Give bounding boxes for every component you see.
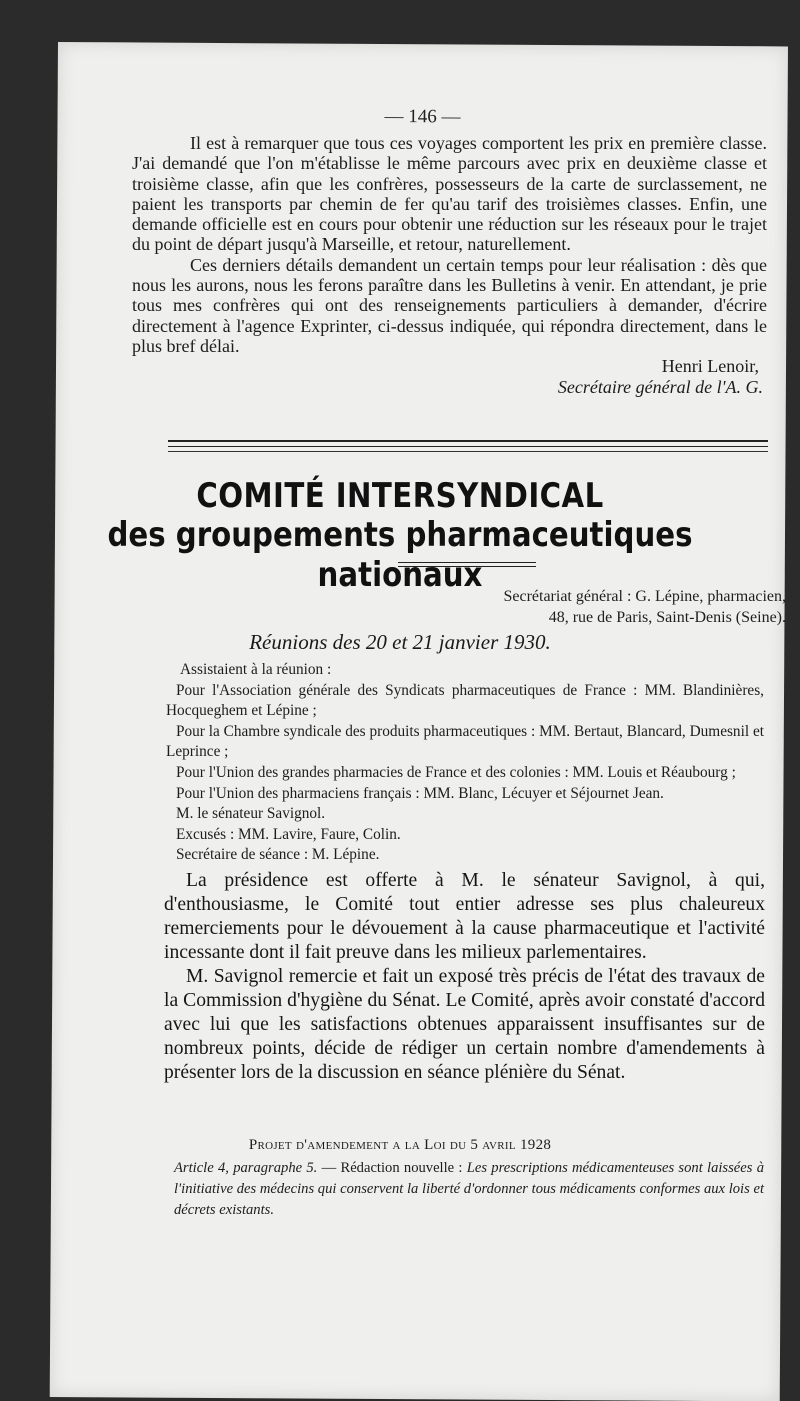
secretariat-block [503,586,786,628]
intro-paragraph-1: Il est à remarquer que tous ces voyages comportent les prix en première classe. J'ai demandé que l'on m'établisse le même parcours avec prix en deuxième classe et troisième classe, afin que les confrères, possesseurs de la carte de surclassement, ne paient les transports par chemin de fer qu'au tarif des troisièmes classes. Enfin, une demande officielle est en cours pour obtenir une réduction sur les réseaux pour le trajet du point de départ jusqu'à Marseille, et retour, naturellement. [132,133,767,255]
article-text: Les prescriptions médicamenteuses sont laissées à l'initiative des médecins qui conservent la liberté d'ordonner tous médicaments conformes aux lois et décrets existants. [174,1160,764,1218]
intro-paragraph-2: Ces derniers détails demandent un certain temps pour leur réalisation : dès que nous les aurons, nous les ferons paraître dans les Bulletins à venir. En attendant, je prie tous mes confrères qui ont des renseignements particuliers à demander, d'écrire directement à l'agence Exprinter, ci-dessus indiquée, qui répondra directement, dans le plus bref délai. [132,254,767,356]
meeting-heading: Réunions des 20 et 21 janvier 1930. [249,630,551,654]
intro-section [132,133,767,397]
body-text [164,869,765,1085]
attendance-list [166,660,764,866]
divider-rule-thick [168,440,768,442]
attendance-line-3: Pour l'Union des grandes pharmacies de France et des colonies : MM. Louis et Réaubourg ; [176,763,736,781]
signature-name: Henri Lenoir, [661,356,759,377]
article-dash-text: — Rédaction nouvelle : [317,1160,467,1176]
article-reference: Article 4, paragraphe 5. [174,1160,318,1176]
amendment-article [174,1158,764,1221]
attendance-line-7: Secrétaire de séance : M. Lépine. [176,846,380,864]
attendance-line-1: Pour l'Association générale des Syndicats pharmaceutiques de France : MM. Blandinières, Hocqueghem et Lépine ; [166,681,764,720]
body-paragraph-1: La présidence est offerte à M. le sénateur Savignol, à qui, d'enthousiasme, le Comité tout entier adresse ses plus chaleureux remerciements pour le dévouement à la cause pharmaceutique et l'activité incessante dont il fait preuve dans les milieux parlementaires. [164,870,765,963]
attendance-line-4: Pour l'Union des pharmaciens français : MM. Blanc, Lécuyer et Séjournet Jean. [176,784,664,802]
secretariat-line-2: 48, rue de Paris, Saint-Denis (Seine). [548,609,786,626]
committee-title: COMITÉ INTERSYNDICAL [196,476,604,516]
body-paragraph-2: M. Savignol remercie et fait un exposé très précis de l'état des travaux de la Commission d'hygiène du Sénat. Le Comité, après avoir constaté d'accord avec lui que les satisfactions obtenues apparaissent insuffisantes sur de nombreux points, décide de rédiger un certain nombre d'amendements à présenter lors de la discussion en séance plénière du Sénat. [164,966,765,1083]
signature-title: Secrétaire général de l'A. G. [557,376,763,397]
attendance-line-6: Excusés : MM. Lavire, Faure, Colin. [176,825,401,843]
committee-subtitle: des groupements pharmaceutiques nationaux [107,515,693,595]
attendance-line-2: Pour la Chambre syndicale des produits pharmaceutiques : MM. Bertaut, Blancard, Dumesnil et Leprince ; [166,722,764,761]
attendance-intro: Assistaient à la réunion : [180,661,332,678]
amendment-heading: Projet d'amendement a la Loi du 5 avril 1928 [248,1137,552,1153]
divider-rule-lower [168,451,768,452]
attendance-line-5: M. le sénateur Savignol. [176,805,326,823]
page-number: — 146 — [384,105,461,128]
secretariat-line-1: Secrétariat général : G. Lépine, pharmacien, [503,588,786,605]
title-underline [398,562,536,567]
divider-rule-thin [168,446,768,447]
